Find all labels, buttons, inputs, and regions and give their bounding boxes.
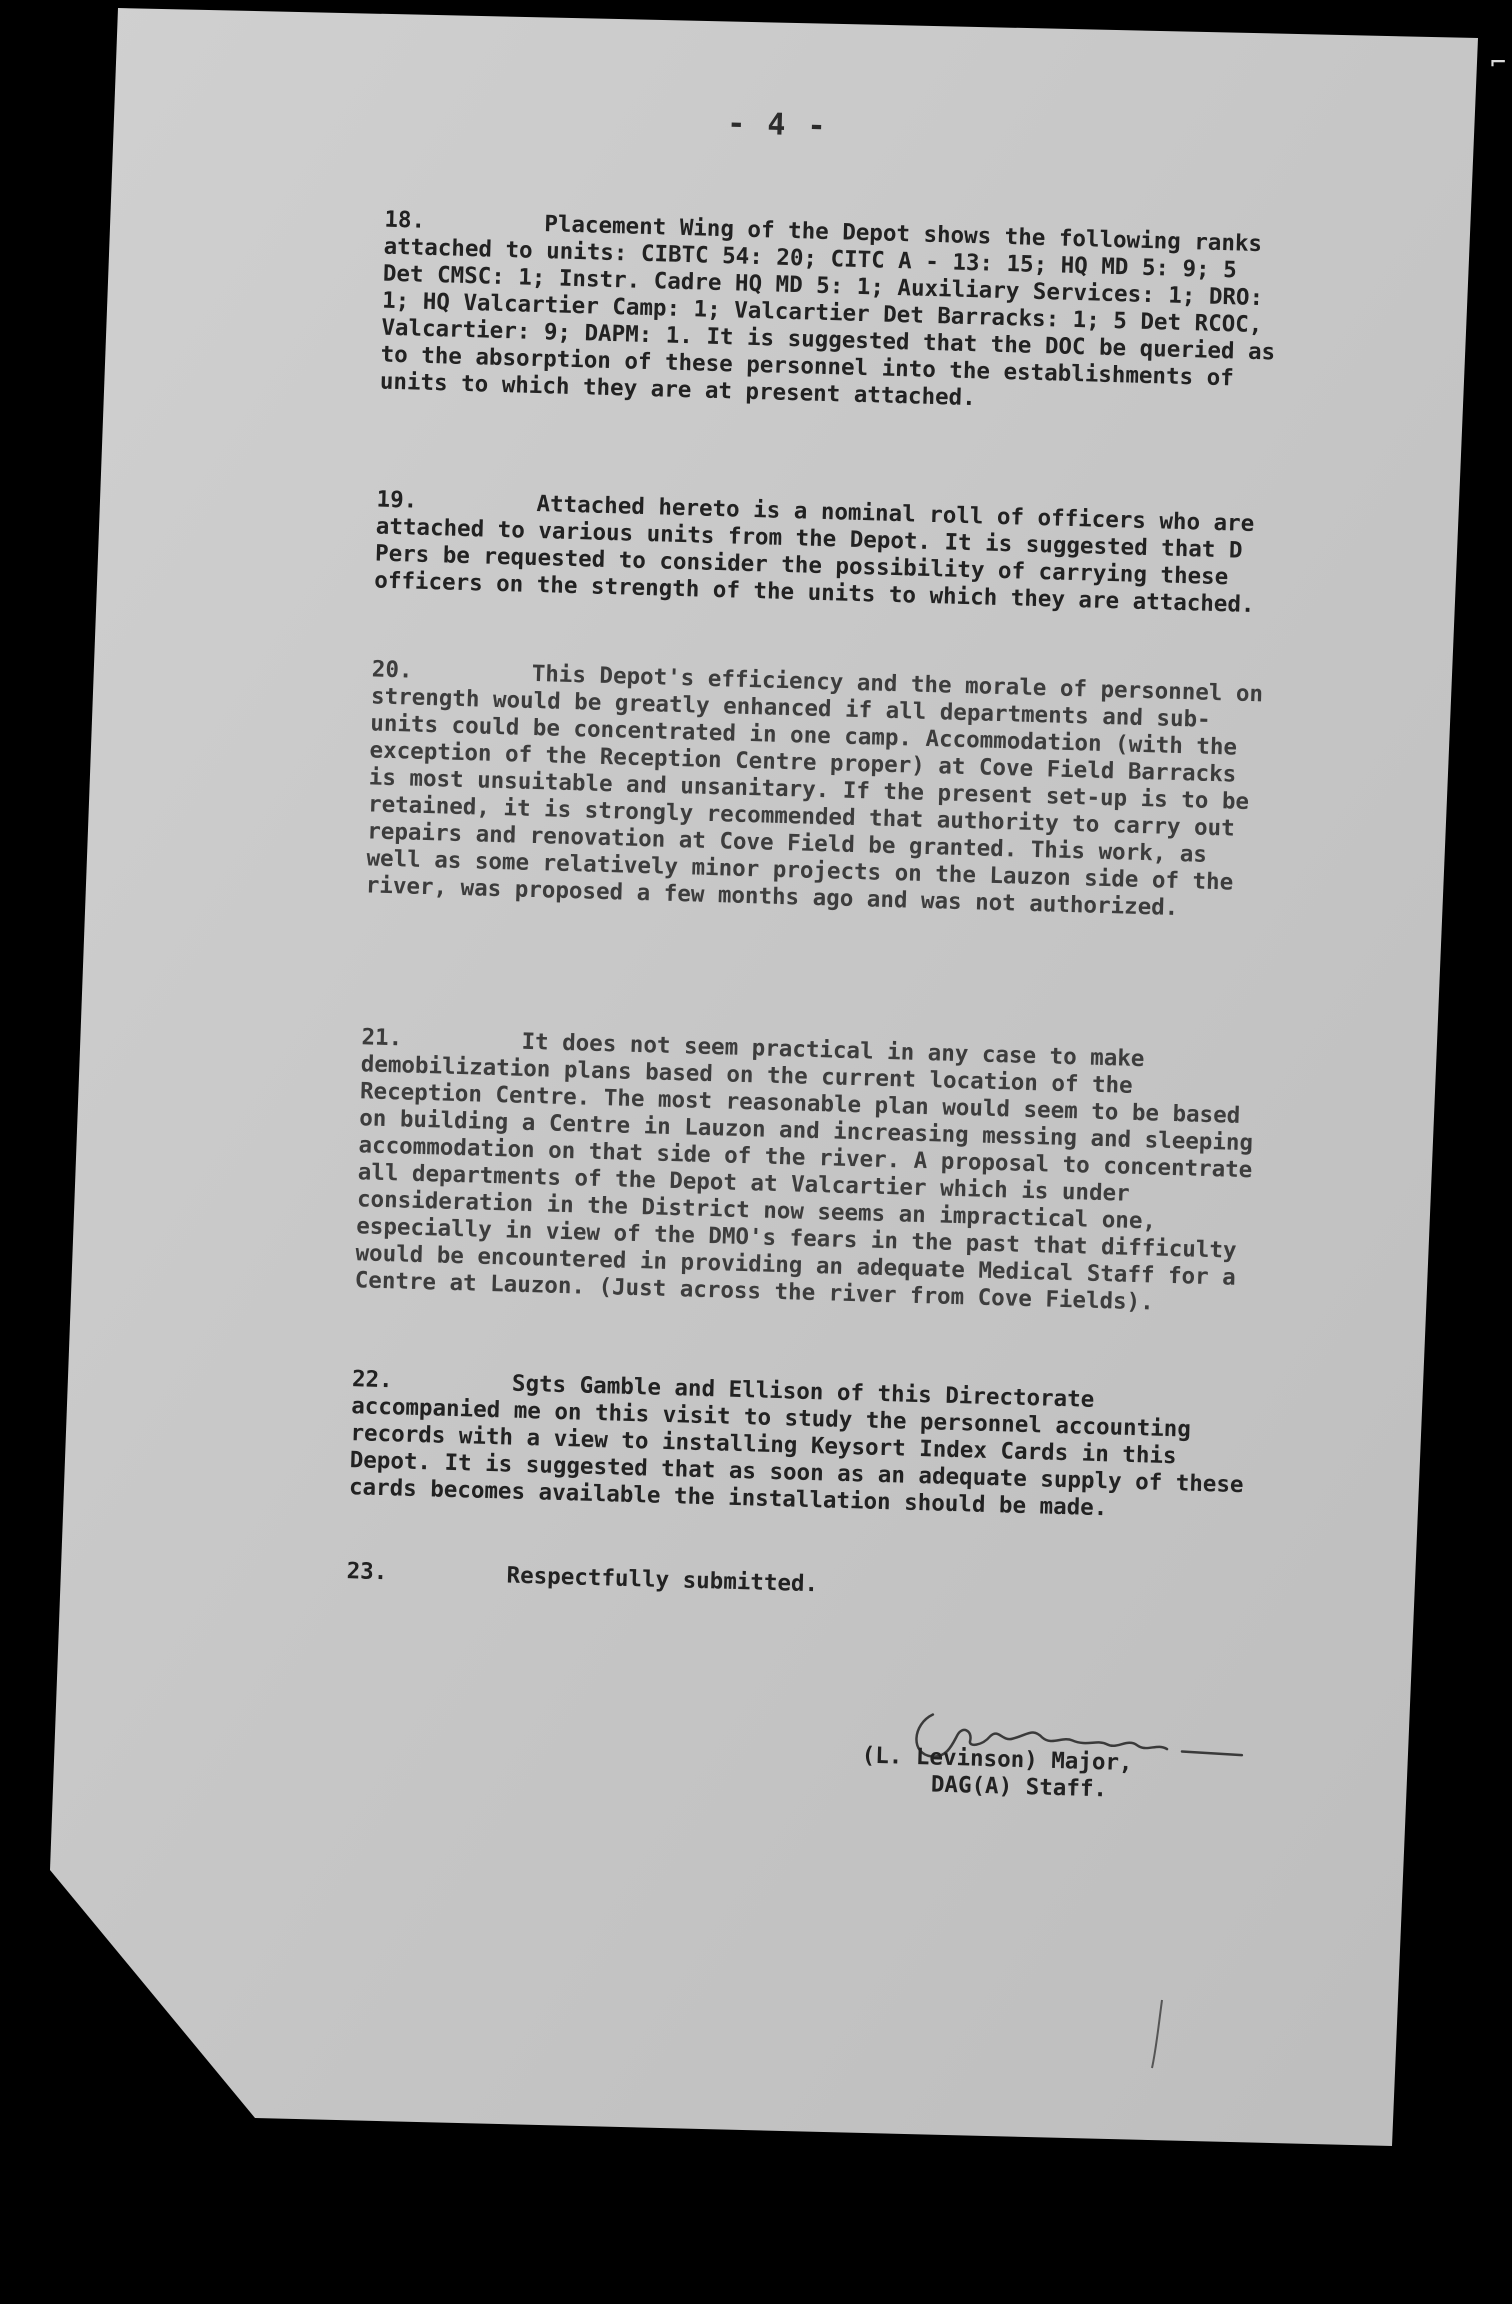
signatory-name: (L. Levinson) Major, [861, 1742, 1133, 1777]
paragraph-text: Sgts Gamble and Ellison of this Directorate accompanied me on this visit to study the personnel accounting records with a view to installing Keysort Index Cards in this Depot. It is suggested that as soon as an adequate supply of these cards becomes available the installation should be made. [348, 1370, 1258, 1522]
paragraph-19 [374, 487, 1277, 620]
paragraph-number: 20. [371, 656, 413, 684]
paragraph-text: Placement Wing of the Depot shows the following ranks attached to units: CIBTC 54: 20; CITC A - 13: 15; HQ MD 5: 9; 5 Det CMSC: 1; Instr. Cadre HQ MD 5: 1; Auxiliary Services: 1; DRO: 1; HQ Valcartier Camp: 1; Valcartier Det Barracks: 1; 5 Det RCOC, Valcartier: 9; DAPM: 1. It is suggested that the DOC be queried as to the absorption of these personnel into the establishments of units to which they are at present attached. [379, 211, 1290, 412]
paragraph-text: Attached hereto is a nominal roll of officers who are attached to various units from the Depot. It is suggested that D Pers be requested to consider the possibility of carrying these officers on the strength of the units to which they are attached. [373, 490, 1269, 619]
paragraph-number: 22. [351, 1366, 394, 1394]
paragraph-text: It does not seem practical in any case to make demobilization plans based on the current location of the Reception Centre. The most reasonable plan would seem to be based on building a Centre in Lauzon and increasing messing and sleeping accommodation on that side of the river. A proposal to concentrate all departments of the Depot at Valcartier which is under consideration in the District now seems an impractical one, especially in view of the DMO's fears in the past that difficulty would be encountered in providing an adequate Medical Staff for a Centre at Lauzon. (Just across the river from Cove Fields). [354, 1028, 1267, 1316]
paragraph-18 [379, 206, 1290, 421]
paragraph-number: 18. [384, 206, 426, 234]
signatory-title: DAG(A) Staff. [930, 1771, 1108, 1803]
paragraph-number: 21. [361, 1024, 403, 1052]
signature-block [861, 1743, 1133, 1805]
paragraph-text: Respectfully submitted. [506, 1562, 819, 1598]
paragraph-number: 23. [346, 1558, 388, 1586]
paragraph-22 [348, 1366, 1258, 1526]
corner-mark: ⌐ [1490, 48, 1506, 78]
paragraph-number: 19. [376, 486, 418, 514]
paragraph-text: This Depot's efficiency and the morale of personnel on strength would be greatly enhanced if all departments and sub-units could be concentrated in one camp. Accommodation (with the exception of the Reception Centre proper) at Cove Field Barracks is most unsuitable and unsanitary. If the present set-up is to be retained, it is strongly recommended that authority to carry out repairs and renovation at Cove Field be granted. This work, as well as some relatively minor projects on the Lauzon side of the river, was proposed a few months ago and was not authorized. [365, 660, 1277, 922]
page-number: - 4 - [726, 106, 829, 144]
paragraph-20 [365, 656, 1277, 924]
paragraph-21 [354, 1024, 1267, 1319]
paragraph-23 [346, 1558, 1246, 1610]
